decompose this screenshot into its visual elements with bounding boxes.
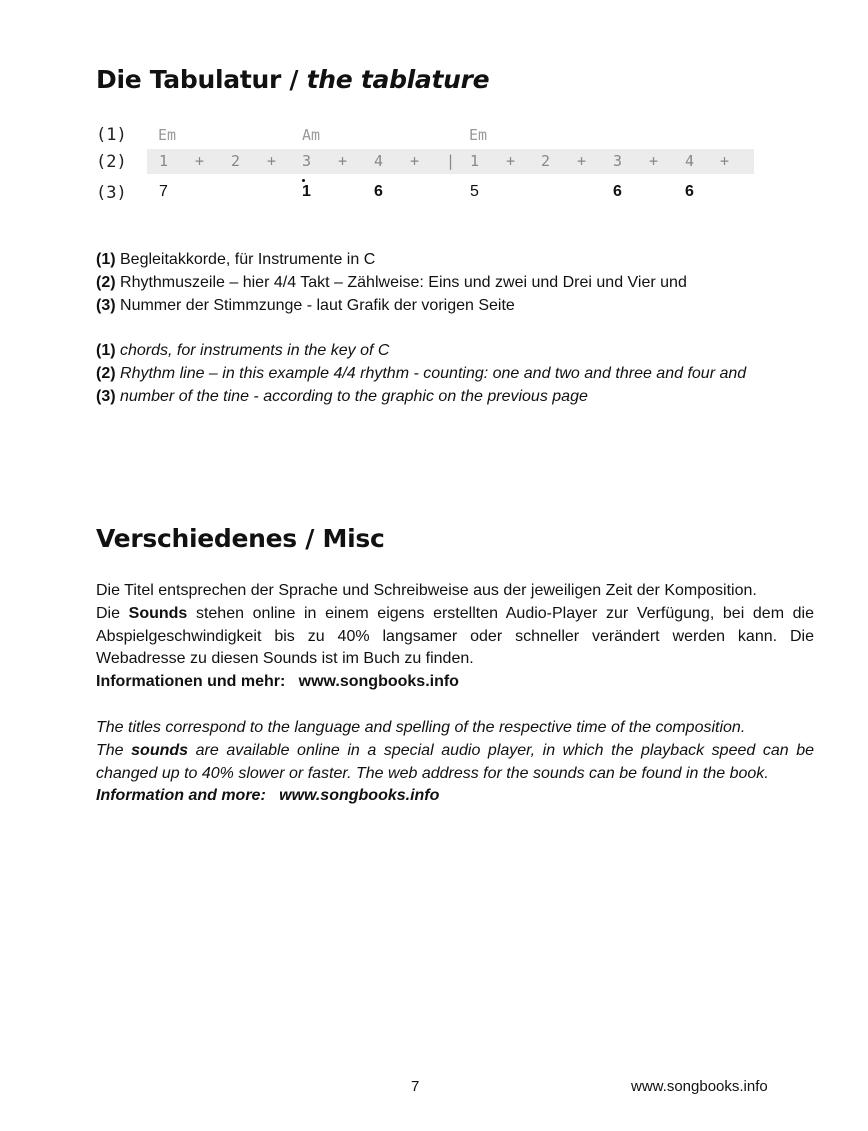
- legend-text: Begleitakkorde, für Instrumente in C: [115, 251, 376, 268]
- beat: 1: [159, 152, 169, 170]
- paragraph-line: changed up to 40% slower or faster. The web address for the sounds can be found in the book.: [96, 764, 769, 782]
- beat: +: [506, 152, 516, 170]
- beat: +: [720, 152, 730, 170]
- beat: 4: [685, 152, 695, 170]
- tablature-heading-en: the tablature: [306, 65, 490, 94]
- beat: +: [649, 152, 659, 170]
- legend-text: Rhythm line – in this example 4/4 rhythm - counting: one and two and three and four and: [115, 365, 747, 382]
- row-label-tines: (3): [96, 183, 127, 203]
- tine-number: 5: [470, 183, 479, 200]
- info-link-de: Informationen und mehr: www.songbooks.info: [96, 673, 459, 691]
- text-run: Die: [96, 604, 129, 622]
- legend-number: (3): [96, 297, 116, 314]
- legend-text: chords, for instruments in the key of C: [115, 342, 390, 359]
- sounds-keyword: Sounds: [128, 604, 188, 622]
- chord-3: Em: [469, 126, 488, 144]
- beat: +: [195, 152, 205, 170]
- beat: +: [410, 152, 420, 170]
- legend-text: Rhythmuszeile – hier 4/4 Takt – Zählweise: Eins und zwei und Drei und Vier und: [115, 274, 687, 291]
- tablature-heading-de: Die Tabulatur /: [96, 65, 307, 94]
- page-number: 7: [411, 1078, 420, 1095]
- beat: 2: [231, 152, 241, 170]
- paragraph-line: The titles correspond to the language and spelling of the respective time of the composition.: [96, 719, 746, 736]
- misc-paragraph-german: [96, 580, 814, 694]
- beat: +: [577, 152, 587, 170]
- paragraph-line: Die Titel entsprechen der Sprache und Schreibweise aus der jeweiligen Zeit der Komposition.: [96, 582, 757, 599]
- legend-number: (3): [96, 388, 116, 405]
- legend-item: [96, 271, 687, 294]
- footer-website: www.songbooks.info: [631, 1078, 768, 1095]
- beat: +: [338, 152, 348, 170]
- legend-number: (1): [96, 251, 116, 268]
- beat: 3: [613, 152, 623, 170]
- paragraph-line: Abspielgeschwindigkeit bis zu 40% langsamer oder schneller verändert werden kann. Die: [96, 627, 814, 645]
- text-run: The: [96, 741, 132, 759]
- bar-line: |: [446, 152, 456, 170]
- row-label-rhythm: (2): [96, 152, 127, 172]
- paragraph-line: [96, 603, 814, 626]
- legend-item: [96, 248, 375, 271]
- beat: +: [267, 152, 277, 170]
- misc-heading: Verschiedenes / Misc: [96, 524, 385, 553]
- misc-paragraph-english: [96, 717, 814, 808]
- tine-number: 7: [159, 183, 168, 200]
- tine-number: 6: [613, 183, 622, 200]
- beat: 3: [302, 152, 312, 170]
- legend-text: number of the tine - according to the graphic on the previous page: [115, 388, 588, 405]
- tine-number: 6: [685, 183, 694, 200]
- text-run: stehen online in einem eigens erstellten Audio-Player zur Verfügung, bei dem die: [187, 604, 815, 622]
- chord-2: Am: [302, 126, 321, 144]
- tine-number: 6: [374, 183, 383, 200]
- beat: 2: [541, 152, 551, 170]
- legend-number: (1): [96, 342, 116, 359]
- paragraph-line: [96, 740, 814, 763]
- paragraph-line: Webadresse zu diesen Sounds ist im Buch zu finden.: [96, 650, 474, 668]
- legend-item: [96, 294, 515, 317]
- tine-number-dotted: 1: [302, 183, 311, 200]
- text-run: are available online in a special audio player, in which the playback speed can be: [188, 741, 815, 759]
- tablature-heading: [96, 65, 489, 94]
- legend-item: [96, 385, 588, 408]
- legend-number: (2): [96, 274, 116, 291]
- row-label-chords: (1): [96, 125, 127, 145]
- info-link-en: Information and more: www.songbooks.info: [96, 787, 440, 805]
- beat: 1: [470, 152, 480, 170]
- legend-text: Nummer der Stimmzunge - laut Grafik der vorigen Seite: [115, 297, 515, 314]
- beat: 4: [374, 152, 384, 170]
- legend-number: (2): [96, 365, 116, 382]
- sounds-keyword: sounds: [131, 741, 189, 759]
- chord-1: Em: [158, 126, 177, 144]
- legend-item: [96, 362, 746, 385]
- legend-item: [96, 339, 389, 362]
